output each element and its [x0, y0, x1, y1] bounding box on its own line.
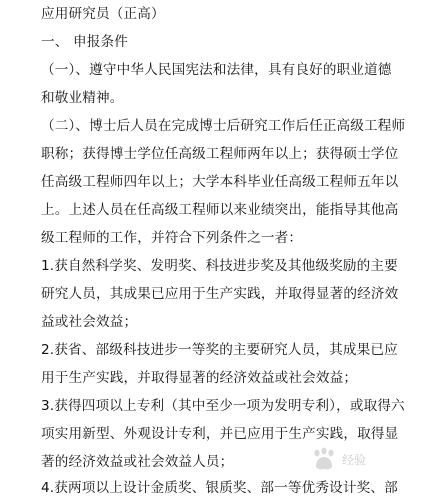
- doc-line: 和敬业精神。: [41, 90, 124, 106]
- doc-line: 2.获省、部级科技进步一等奖的主要研究人员，其成果已应: [41, 342, 398, 358]
- section-heading: 一、 申报条件: [41, 34, 128, 50]
- doc-line: 任高级工程师四年以上；大学本科毕业任高级工程师五年以: [41, 174, 399, 190]
- doc-title: 应用研究员（正高）: [41, 6, 165, 22]
- doc-line: 级工程师的工作，并符合下列条件之一者：: [41, 230, 303, 246]
- watermark-text: 经验: [342, 452, 367, 467]
- doc-line: 用于生产实践，并取得显著的经济效益或社会效益；: [41, 370, 358, 386]
- doc-line: 益或社会效益；: [41, 314, 138, 330]
- doc-line: 上。上述人员在任高级工程师以来业绩突出，能指导其他高: [41, 202, 399, 218]
- doc-line: （一）、遵守中华人民国宪法和法律，具有良好的职业道德: [41, 62, 392, 78]
- doc-line: 项实用新型、外观设计专利，并已应用于生产实践，取得显: [41, 426, 399, 442]
- doc-line: （二）、博士后人员在完成博士后研究工作后任正高级工程师: [41, 118, 406, 134]
- doc-line: 职称；获得博士学位任高级工程师两年以上；获得硕士学位: [41, 146, 399, 162]
- doc-line: 1.获自然科学奖、发明奖、科技进步奖及其他级奖励的主要: [41, 258, 398, 274]
- doc-line: 研究人员，其成果已应用于生产实践，并取得显著的经济效: [41, 286, 399, 302]
- doc-line: 著的经济效益或社会效益人员；: [41, 454, 234, 470]
- doc-line: 4.获两项以上设计金质奖、银质奖、部一等优秀设计奖、部: [41, 480, 398, 496]
- doc-line: 3.获得四项以上专利（其中至少一项为发明专利），或取得六: [41, 398, 405, 414]
